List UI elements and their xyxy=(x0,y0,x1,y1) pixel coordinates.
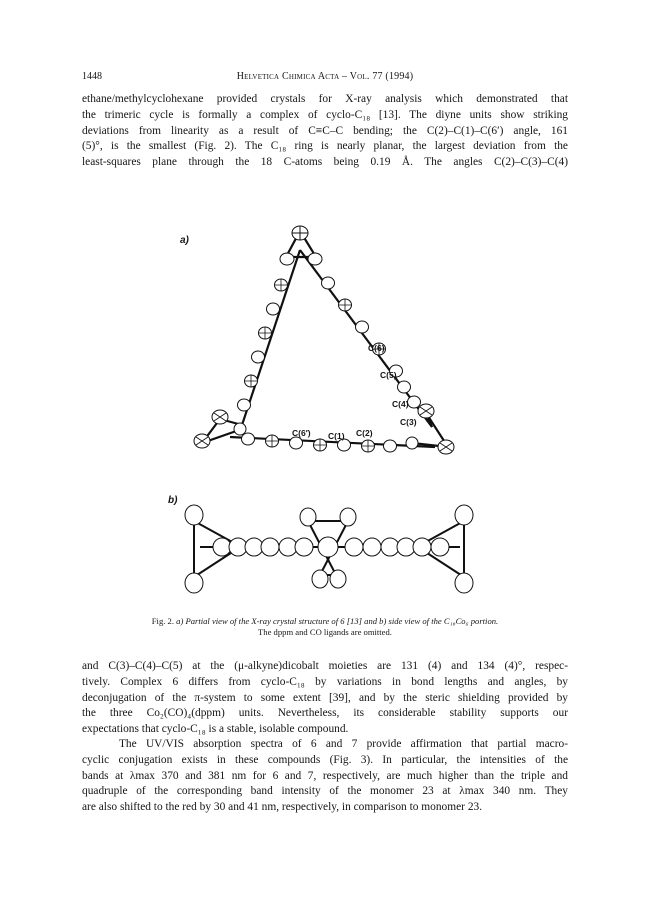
text-line: expectations that cyclo-C₁₈ is a stable, isolable compound. xyxy=(82,723,349,736)
text-line: (5)°, is the smallest (Fig. 2). The C₁₈ ring is nearly planar, the largest deviation from the xyxy=(82,140,568,153)
text-line: least-squares plane through the 18 C-atoms being 0.19 Å. The angles C(2)–C(3)–C(4) xyxy=(82,156,568,169)
panel-a-label: a) xyxy=(180,235,189,246)
text-line: The UV/VIS absorption spectra of 6 and 7 provide affirmation that partial macro- xyxy=(82,738,568,750)
atom-label-c5: C(5) xyxy=(380,370,397,380)
text-line: deconjugation of the π-system to some extent [39], and by the steric shielding provided by xyxy=(82,691,568,704)
paragraph-top xyxy=(82,92,568,171)
panel-b-atoms xyxy=(185,505,473,593)
text-line: quadruple of the corresponding band intensity of the monomer 23 at λmax 340 nm. They xyxy=(82,785,568,798)
caption-line-2: The dppm and CO ligands are omitted. xyxy=(258,627,392,637)
text-line: ethane/methylcyclohexane provided crystals for X-ray analysis which demonstrated that xyxy=(82,93,568,105)
atom-label-c3: C(3) xyxy=(400,417,417,427)
paragraph-mid xyxy=(82,659,568,738)
caption-line-1 xyxy=(82,616,568,627)
figure-caption xyxy=(82,616,568,638)
figure-2 xyxy=(160,225,500,610)
running-head xyxy=(82,71,568,85)
atom-label-c4: C(4) xyxy=(392,399,409,409)
atom-label-c1: C(1) xyxy=(328,431,345,441)
atom-label-c6-prime: C(6′) xyxy=(292,428,311,438)
panel-b-label: b) xyxy=(168,495,178,506)
text-line: are also shifted to the red by 30 and 41 nm, respectively, in comparison to monomer 23. xyxy=(82,801,483,814)
panel-a-bonds xyxy=(202,231,448,447)
text-line: bands at λmax 370 and 381 nm for 6 and 7, respectively, are much higher than the triple and xyxy=(82,769,568,782)
crystal-structure-drawing xyxy=(160,225,500,610)
text-line: and C(3)–C(4)–C(5) at the (μ-alkyne)dicobalt moieties are 131 (4) and 134 (4)°, respec- xyxy=(82,660,568,672)
atom-label-c6: C(6) xyxy=(368,343,385,353)
journal-title: Helvetica Chimica Acta – Vol. 77 (1994) xyxy=(236,71,414,82)
text-line: tively. Complex 6 differs from cyclo-C₁₈ by variations in bond lengths and angles, by xyxy=(82,675,568,688)
text-line: the three Co₂(CO)₄(dppm) units. Nevertheless, its considerable stability supports our xyxy=(82,707,568,720)
page-number: 1448 xyxy=(82,71,102,82)
atom-label-c2: C(2) xyxy=(356,428,373,438)
text-line: cyclic conjugation exists in these compounds (Fig. 3). In particular, the intensities of the xyxy=(82,753,568,766)
text-line: deviations from linearity as a result of C≡C–C bending; the C(2)–C(1)–C(6′) angle, 161 xyxy=(82,124,568,137)
caption-prefix: Fig. 2. xyxy=(151,616,177,626)
text-line: the trimeric cycle is formally a complex of cyclo-C₁₈ [13]. The diyne units show striking xyxy=(82,108,568,121)
caption-text: a) Partial view of the X-ray crystal structure of 6 [13] and b) side view of the C₁₈Co₆ portion. xyxy=(176,616,499,626)
paragraph-bottom xyxy=(82,737,568,816)
